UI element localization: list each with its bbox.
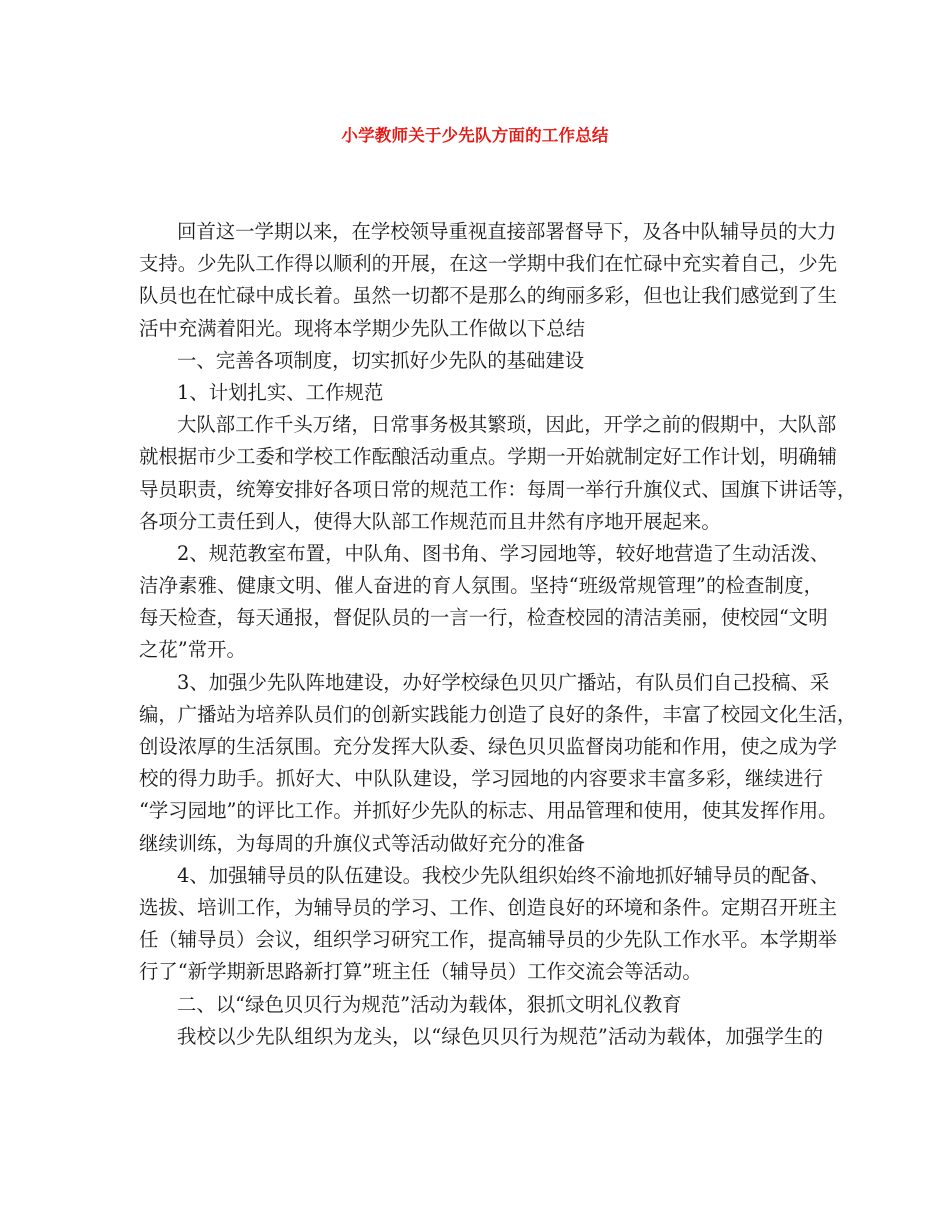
document-body [139,216,857,1053]
text-line: 1、计划扎实、工作规范 [177,380,384,404]
text-line: 我校以少先队组织为龙头，以“绿色贝贝行为规范”活动为载体，加强学生的 [177,1024,823,1048]
text-line: 之花”常开。 [139,638,246,662]
text-line: 回首这一学期以来，在学校领导重视直接部署督导下，及各中队辅导员的大力 [177,220,837,243]
text-line: 洁净素雅、健康文明、催人奋进的育人氛围。坚持“班级常规管理”的检查制度， [139,574,823,598]
text-line: 4、加强辅导员的队伍建设。我校少先队组织始终不渝地抓好辅导员的配备、 [177,863,830,887]
text-line: 行了“新学期新思路新打算”班主任（辅导员）工作交流会等活动。 [139,960,702,984]
text-line: 继续训练，为每周的升旗仪式等活动做好充分的准备 [139,831,585,855]
text-line: 每天检查，每天通报，督促队员的一言一行，检查校园的清洁美丽，使校园“文明 [139,606,828,630]
text-line: 创设浓厚的生活氛围。充分发挥大队委、绿色贝贝监督岗功能和作用，使之成为学 [139,735,838,758]
text-line: 选拔、培训工作，为辅导员的学习、工作、创造良好的环境和条件。定期召开班主 [139,895,838,919]
text-line: 支持。少先队工作得以顺利的开展，在这一学期中我们在忙碌中充实着自己，少先 [139,252,838,276]
document-title: 小学教师关于少先队方面的工作总结 [341,126,609,145]
text-line: 3、加强少先队阵地建设，办好学校绿色贝贝广播站，有队员们自己投稿、采 [177,670,830,694]
text-line: 校的得力助手。抓好大、中队队建设，学习园地的内容要求丰富多彩，继续进行 [139,767,823,791]
text-line: “学习园地”的评比工作。并抓好少先队的标志、用品管理和使用，使其发挥作用。 [139,799,838,823]
text-line: 就根据市少工委和学校工作酝酿活动重点。学期一开始就制定好工作计划，明确辅 [139,445,838,469]
text-line: 队员也在忙碌中成长着。虽然一切都不是那么的绚丽多彩，但也让我们感觉到了生 [139,284,838,308]
text-line: 2、规范教室布置，中队角、图书角、学习园地等，较好地营造了生动活泼、 [177,541,830,565]
text-line: 各项分工责任到人，使得大队部工作规范而且井然有序地开展起来。 [139,509,721,533]
text-line: 活中充满着阳光。现将本学期少先队工作做以下总结 [139,316,585,340]
text-line: 二、以“绿色贝贝行为规范”活动为载体，狠抓文明礼仪教育 [177,992,682,1016]
text-line: 任（辅导员）会议，组织学习研究工作，提高辅导员的少先队工作水平。本学期举 [139,928,838,952]
text-line: 大队部工作千头万绪，日常事务极其繁琐，因此，开学之前的假期中，大队部 [177,413,837,437]
text-line: 导员职责，统筹安排好各项日常的规范工作：每周一举行升旗仪式、国旗下讲话等， [139,477,857,501]
text-line: 编，广播站为培养队员们的创新实践能力创造了良好的条件，丰富了校园文化生活， [139,702,857,726]
text-line: 一、完善各项制度，切实抓好少先队的基础建设 [177,348,585,372]
